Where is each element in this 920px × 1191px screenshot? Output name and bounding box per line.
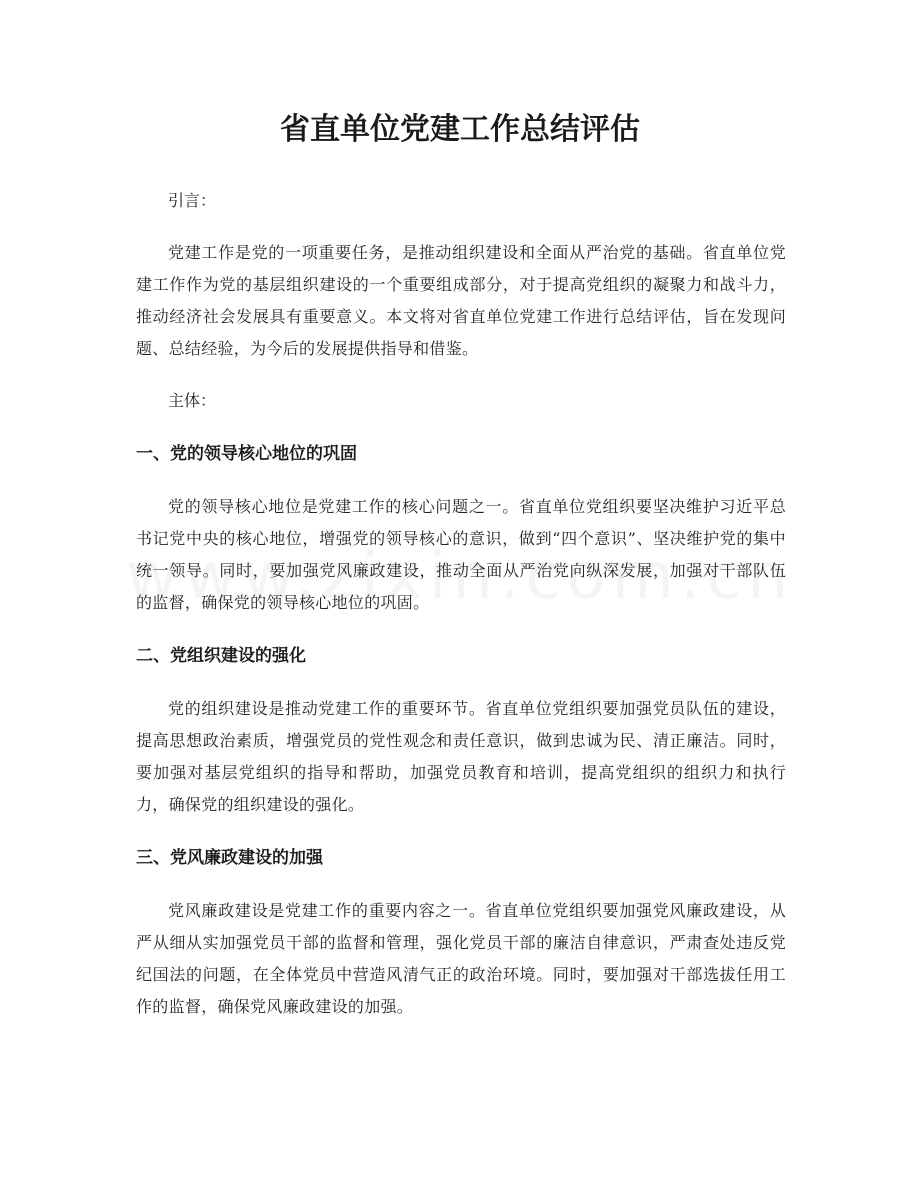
section-paragraph-1: 党的领导核心地位是党建工作的核心问题之一。省直单位党组织要坚决维护习近平总书记党中央的核心地位，增强党的领导核心的意识，做到“四个意识”、坚决维护党的集中统一领导。同时，要加强党风廉政建设，推动全面从严治党向纵深发展，加强对干部队伍的监督，确保党的领导核心地位的巩固。 bbox=[136, 497, 786, 612]
section-heading-1: 一、党的领导核心地位的巩固 bbox=[136, 444, 357, 464]
section-paragraph-3: 党风廉政建设是党建工作的重要内容之一。省直单位党组织要加强党风廉政建设，从严从细从实加强党员干部的监督和管理，强化党员干部的廉洁自律意识，严肃查处违反党纪国法的问题，在全体党员中营造风清气正的政治环境。同时，要加强对干部选拔任用工作的监督，确保党风廉政建设的加强。 bbox=[136, 901, 786, 1016]
intro-paragraph: 党建工作是党的一项重要任务，是推动组织建设和全面从严治党的基础。省直单位党建工作作为党的基层组织建设的一个重要组成部分，对于提高党组织的凝聚力和战斗力，推动经济社会发展具有重要意义。本文将对省直单位党建工作进行总结评估，旨在发现问题、总结经验，为今后的发展提供指导和借鉴。 bbox=[136, 243, 786, 358]
intro-label: 引言： bbox=[168, 191, 217, 210]
section-paragraph-2: 党的组织建设是推动党建工作的重要环节。省直单位党组织要加强党员队伍的建设，提高思想政治素质，增强党员的党性观念和责任意识，做到忠诚为民、清正廉洁。同时，要加强对基层党组织的指导和帮助，加强党员教育和培训，提高党组织的组织力和执行力，确保党的组织建设的强化。 bbox=[136, 699, 786, 814]
document-body bbox=[136, 185, 786, 1023]
section-heading-2: 二、党组织建设的强化 bbox=[136, 646, 306, 666]
section-heading-3: 三、党风廉政建设的加强 bbox=[136, 848, 323, 868]
document-title: 省直单位党建工作总结评估 bbox=[280, 112, 640, 147]
body-label: 主体： bbox=[168, 391, 217, 410]
